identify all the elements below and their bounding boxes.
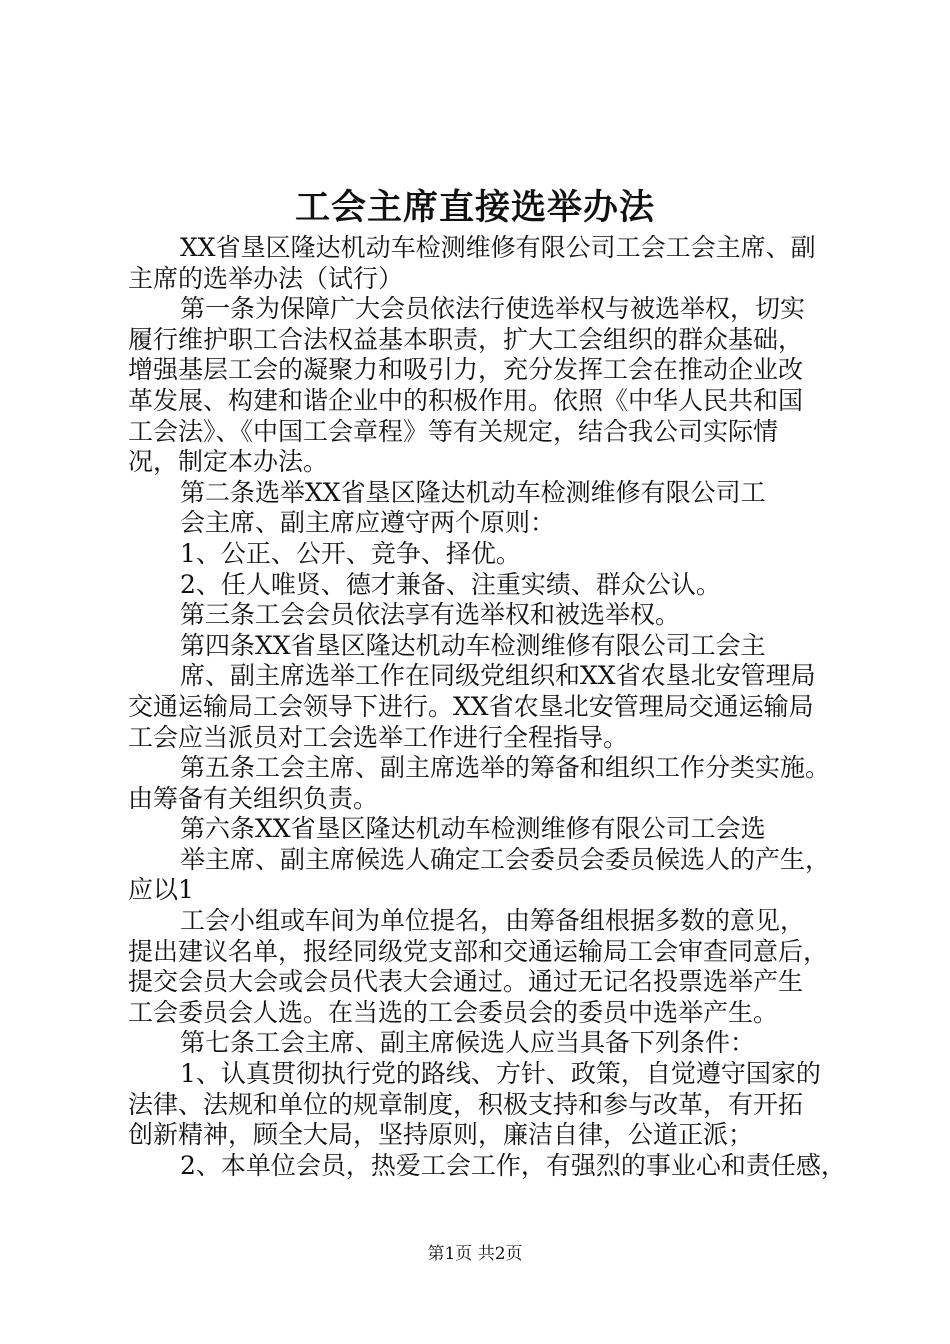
document-body (128, 233, 848, 1181)
body-line: 第六条XX省垦区隆达机动车检测维修有限公司工会选 (180, 814, 766, 844)
body-line: 2、本单位会员，热爱工会工作，有强烈的事业心和责任感， (180, 1150, 846, 1180)
body-line: 应以1 (128, 875, 194, 905)
page-footer: 第1页 共2页 (427, 1244, 523, 1264)
body-line: 1、公正、公开、竞争、择优。 (180, 538, 521, 568)
body-line: 席、副主席选举工作在同级党组织和XX省农垦北安管理局 (180, 661, 816, 691)
body-line: 第一条为保障广大会员依法行使选举权与被选举权，切实 (180, 294, 806, 324)
body-line: 1、认真贯彻执行党的路线、方针、政策，自觉遵守国家的 (180, 1059, 821, 1089)
body-line: 会主席、副主席应遵守两个原则： (180, 508, 556, 538)
body-line: 增强基层工会的凝聚力和吸引力，充分发挥工会在推动企业改 (128, 355, 804, 385)
body-line: 履行维护职工合法权益基本职责，扩大工会组织的群众基础， (128, 324, 804, 354)
body-line: 交通运输局工会领导下进行。XX省农垦北安管理局交通运输局 (128, 691, 814, 721)
body-line: 工会应当派员对工会选举工作进行全程指导。 (128, 722, 629, 752)
body-line: 第五条工会主席、副主席选举的筹备和组织工作分类实施。 (180, 753, 831, 783)
body-line: 工会委员会人选。在当选的工会委员会的委员中选举产生。 (128, 997, 779, 1027)
body-line: 第四条XX省垦区隆达机动车检测维修有限公司工会主 (180, 630, 766, 660)
body-line: 2、任人唯贤、德才兼备、注重实绩、群众公认。 (180, 569, 721, 599)
body-line: 第七条工会主席、副主席候选人应当具备下列条件： (180, 1028, 756, 1058)
body-line: 举主席、副主席候选人确定工会委员会委员候选人的产生， (180, 844, 831, 874)
body-line: 提出建议名单，报经同级党支部和交通运输局工会审查同意后， (128, 936, 829, 966)
body-line: 主席的选举办法（试行） (128, 263, 404, 293)
body-line: 法律、法规和单位的规章制度，积极支持和参与改革，有开拓 (128, 1089, 804, 1119)
body-line: 况，制定本办法。 (128, 447, 329, 477)
body-line: 创新精神，顾全大局，坚持原则，廉洁自律，公道正派； (128, 1120, 754, 1150)
body-line: 第二条选举XX省垦区隆达机动车检测维修有限公司工 (180, 477, 766, 507)
body-line: 由筹备有关组织负责。 (128, 783, 379, 813)
body-line: 提交会员大会或会员代表大会通过。通过无记名投票选举产生 (128, 967, 804, 997)
body-line: 工会小组或车间为单位提名，由筹备组根据多数的意见， (180, 906, 806, 936)
document-title: 工会主席直接选举办法 (294, 187, 655, 228)
body-line: 革发展、构建和谐企业中的积极作用。依照《中华人民共和国 (128, 385, 804, 415)
body-line: 第三条工会会员依法享有选举权和被选举权。 (180, 600, 681, 630)
body-line: XX省垦区隆达机动车检测维修有限公司工会工会主席、副 (180, 233, 816, 262)
body-line: 工会法》、《中国工会章程》等有关规定，结合我公司实际情 (128, 416, 779, 446)
